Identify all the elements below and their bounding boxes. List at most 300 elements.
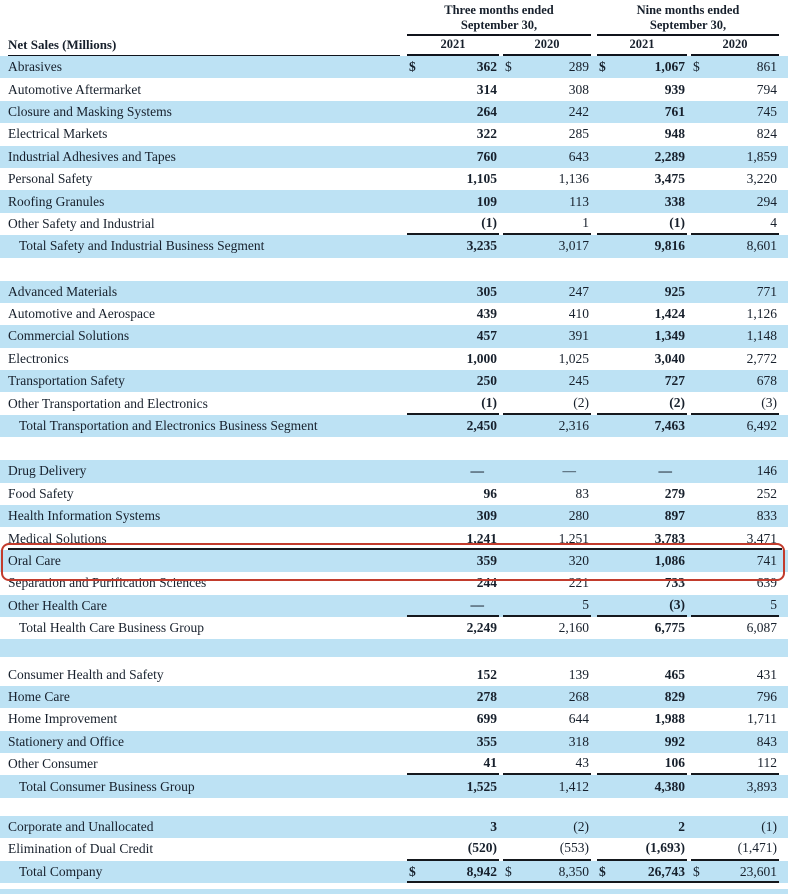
value-text: 285 [568,126,589,142]
value-text: 1,988 [654,711,685,727]
value-cell [597,168,687,190]
value-text: 1,148 [746,328,777,344]
row-label: Commercial Solutions [8,328,130,344]
value-cell [503,816,591,838]
value-cell [503,460,591,482]
row-label: Other Transportation and Electronics [8,395,208,411]
value-cell [407,168,499,190]
value-cell [503,572,591,594]
value-text: 221 [568,575,589,591]
value-cell [691,550,779,572]
row-label: Personal Safety [8,171,93,187]
value-cell [503,595,591,617]
table-row [0,731,788,753]
value-cell [503,281,591,303]
value-text: 1,000 [466,350,497,366]
value-cell [691,483,779,505]
table-row [0,392,788,414]
table-row [0,78,788,100]
value-cell [597,483,687,505]
spacer-row [0,639,788,657]
value-text: — [658,463,672,479]
value-text: 1,086 [654,553,685,568]
value-text: 4,380 [654,778,685,794]
value-text: 925 [664,283,685,299]
table-row [0,816,788,838]
value-cell [597,686,687,708]
value-text: 2 [678,818,685,834]
value-cell [503,392,591,414]
value-cell [691,527,779,549]
value-text: (3) [761,394,777,410]
table-row [0,235,788,257]
value-text: 250 [476,373,497,389]
value-cell [691,505,779,527]
value-cell [407,56,499,78]
value-cell [407,595,499,617]
total-underline [407,881,779,883]
table-row [0,348,788,370]
value-text: 465 [664,666,685,682]
value-text: 1,241 [466,530,497,546]
row-label: Electronics [8,350,69,366]
value-cell [503,325,591,347]
value-cell [407,235,499,257]
value-cell [597,101,687,123]
table-row [0,101,788,123]
value-cell [691,123,779,145]
value-cell [407,213,499,235]
table-row [0,483,788,505]
value-cell [503,168,591,190]
row-label: Total Health Care Business Group [19,620,205,636]
value-cell [691,415,779,437]
table-row [0,213,788,235]
value-cell [691,595,779,617]
value-text: 1,251 [558,530,589,546]
table-row [0,775,788,797]
value-text: 279 [664,485,685,501]
value-cell [597,527,687,549]
value-text: (1) [481,394,497,410]
value-cell [597,213,687,235]
value-cell [503,861,591,883]
row-label: Total Transportation and Electronics Business Segment [19,418,318,434]
currency-symbol: $ [693,59,700,75]
value-cell [597,617,687,639]
table-row [0,505,788,527]
value-text: 457 [476,328,497,344]
value-text: 1,424 [654,306,685,322]
value-cell [597,731,687,753]
value-cell [407,415,499,437]
value-cell [503,235,591,257]
value-text: 23,601 [739,863,777,879]
value-cell [407,617,499,639]
value-cell [407,325,499,347]
value-cell [597,663,687,685]
value-cell [503,56,591,78]
value-cell [503,415,591,437]
value-text: 1,412 [558,778,589,794]
value-cell [691,838,779,860]
value-text: 3,471 [746,530,777,546]
value-text: 3,017 [558,238,589,254]
row-label: Roofing Granules [8,193,105,209]
value-cell [691,392,779,414]
spacer-row [0,258,788,281]
row-label: Home Care [8,688,70,704]
value-cell [691,686,779,708]
value-text: 264 [476,103,497,119]
table-row [0,190,788,212]
table-row [0,303,788,325]
value-cell [503,101,591,123]
value-text: 760 [476,148,497,164]
value-cell [691,325,779,347]
row-label: Other Consumer [8,756,98,772]
value-text: 1,349 [654,328,685,344]
value-cell [503,303,591,325]
value-text: 2,772 [746,350,777,366]
table-row [0,123,788,145]
value-text: 113 [569,193,589,209]
value-cell [691,281,779,303]
row-label: Advanced Materials [8,283,118,299]
value-cell [503,617,591,639]
group-line1: Three months ended [444,3,554,17]
table-row [0,617,788,639]
value-text: 362 [476,59,497,75]
row-label: Electrical Markets [8,126,108,142]
value-text: 761 [664,103,685,119]
col-group-nine-months [597,3,779,36]
value-text: 771 [756,283,777,299]
value-text: 6,492 [746,418,777,434]
value-cell [503,123,591,145]
value-cell [597,775,687,797]
value-text: 5 [582,596,589,612]
currency-symbol: $ [409,863,416,879]
value-text: 2,289 [654,148,685,164]
value-text: 2,249 [466,620,497,636]
value-text: 439 [476,306,497,322]
table-row [0,168,788,190]
value-text: 3,040 [654,350,685,366]
value-cell [597,572,687,594]
value-text: (3) [669,596,685,612]
value-cell [407,731,499,753]
value-cell [597,753,687,775]
value-cell [597,460,687,482]
value-cell [691,370,779,392]
value-text: 106 [664,755,685,771]
value-text: 289 [568,59,589,75]
value-text: 280 [568,508,589,524]
value-text: 308 [568,81,589,97]
value-text: — [562,463,576,479]
value-cell [597,838,687,860]
value-cell [597,190,687,212]
value-cell [597,861,687,883]
value-text: 948 [664,126,685,142]
year-header-2021-q: 2021 [407,37,499,56]
value-text: 3,783 [654,530,685,546]
value-cell [407,190,499,212]
value-text: 939 [664,81,685,97]
value-cell [597,235,687,257]
value-text: 431 [756,666,777,682]
table-row [0,281,788,303]
value-text: (1) [481,214,497,230]
value-cell [691,190,779,212]
value-cell [503,213,591,235]
row-label: Medical Solutions [8,530,107,546]
row-label: Elimination of Dual Credit [8,841,154,857]
value-text: 699 [476,711,497,727]
row-label: Consumer Health and Safety [8,666,164,682]
row-label: Oral Care [8,553,61,568]
value-text: 146 [756,463,777,479]
table-row [0,460,788,482]
value-text: — [470,463,484,479]
value-text: 829 [664,688,685,704]
value-text: 9,816 [654,238,685,254]
value-text: 2,316 [558,418,589,434]
value-cell [407,505,499,527]
table-body [0,56,788,894]
value-cell [597,325,687,347]
value-cell [597,816,687,838]
value-text: 152 [476,666,497,682]
value-cell [407,550,499,572]
value-cell [407,527,499,549]
value-text: 305 [476,283,497,299]
value-cell [503,146,591,168]
value-cell [691,235,779,257]
value-text: 8,942 [466,863,497,879]
row-label: Transportation Safety [8,373,125,389]
table-row [0,370,788,392]
year-header-2020-ytd: 2020 [691,37,779,56]
row-label: Total Consumer Business Group [19,778,195,794]
net-sales-label: Net Sales (Millions) [8,37,117,52]
table-row [0,753,788,775]
col-group-three-months [407,3,591,36]
value-text: 139 [568,666,589,682]
value-text: (1) [669,214,685,230]
value-cell [597,78,687,100]
currency-symbol: $ [409,59,416,75]
value-cell [407,816,499,838]
value-cell [597,708,687,730]
net-sales-column-header [8,0,400,57]
value-text: 745 [756,103,777,119]
value-cell [691,775,779,797]
value-cell [407,303,499,325]
value-text: — [470,596,484,612]
value-text: 992 [664,733,685,749]
value-text: 1,525 [466,778,497,794]
value-text: 897 [664,508,685,524]
value-text: 278 [476,688,497,704]
value-text: 727 [664,373,685,389]
row-label: Health Information Systems [8,508,161,524]
value-cell [691,708,779,730]
row-label: Drug Delivery [8,463,87,479]
value-text: 242 [568,103,589,119]
value-cell [691,348,779,370]
value-cell [597,415,687,437]
value-text: 639 [756,575,777,591]
value-text: 41 [483,755,497,771]
value-cell [597,550,687,572]
value-text: (2) [669,394,685,410]
value-text: 294 [756,193,777,209]
value-text: 391 [568,328,589,344]
table-row [0,550,788,572]
value-cell [597,348,687,370]
value-text: 96 [483,485,497,501]
row-label: Other Safety and Industrial [8,215,155,231]
value-text: 733 [664,575,685,591]
spacer-row [0,437,788,460]
value-text: 7,463 [654,418,685,434]
value-cell [597,281,687,303]
row-label: Food Safety [8,485,74,501]
value-cell [597,595,687,617]
value-text: 322 [476,126,497,142]
value-text: 1,136 [558,171,589,187]
row-label: Separation and Purification Sciences [8,575,207,591]
row-label: Abrasives [8,59,62,75]
value-text: 3 [490,818,497,834]
value-text: (553) [559,840,589,856]
value-text: 244 [476,575,497,591]
table-row [0,325,788,347]
value-cell [503,483,591,505]
value-cell [691,78,779,100]
value-text: 26,743 [647,863,685,879]
table-row [0,838,788,860]
value-text: 3,235 [466,238,497,254]
value-text: 3,220 [746,171,777,187]
value-text: (1) [761,818,777,834]
table-row [0,146,788,168]
row-label: Corporate and Unallocated [8,818,154,834]
table-row [0,663,788,685]
year-header-2020-q: 2020 [503,37,591,56]
row-label: Automotive and Aerospace [8,306,155,322]
table-row [0,415,788,437]
value-cell [503,370,591,392]
value-cell [503,686,591,708]
currency-symbol: $ [599,863,606,879]
value-cell [407,663,499,685]
value-cell [503,505,591,527]
value-cell [691,213,779,235]
value-cell [503,838,591,860]
group-line1: Nine months ended [636,3,740,17]
value-text: 861 [756,59,777,75]
value-cell [407,460,499,482]
value-text: 318 [568,733,589,749]
value-cell [691,861,779,883]
value-text: 1,067 [654,59,685,75]
value-cell [503,708,591,730]
value-cell [407,101,499,123]
currency-symbol: $ [505,59,512,75]
value-text: 794 [756,81,777,97]
value-cell [407,392,499,414]
value-text: 320 [568,553,589,568]
value-cell [597,123,687,145]
value-text: (520) [467,840,497,856]
value-text: 843 [756,733,777,749]
value-text: 643 [568,148,589,164]
value-cell [597,505,687,527]
row-label: Total Company [19,863,103,879]
value-cell [503,775,591,797]
currency-symbol: $ [505,863,512,879]
group-line2: September 30, [460,17,538,32]
value-text: (1,471) [737,840,777,856]
value-cell [691,101,779,123]
value-text: 410 [568,306,589,322]
spacer-row [0,889,788,894]
table-row [0,572,788,594]
value-text: 644 [568,711,589,727]
value-cell [691,663,779,685]
value-text: 8,350 [558,863,589,879]
value-cell [407,348,499,370]
value-cell [691,303,779,325]
value-text: 359 [476,553,497,568]
value-text: 8,601 [746,238,777,254]
row-label: Closure and Masking Systems [8,103,172,119]
table-row [0,708,788,730]
value-text: 112 [757,755,777,771]
row-label: Total Safety and Industrial Business Segment [19,238,265,254]
value-cell [503,550,591,572]
table-header [0,0,788,56]
value-text: 2,160 [558,620,589,636]
value-cell [691,56,779,78]
group-line2: September 30, [649,17,727,32]
value-cell [691,572,779,594]
value-text: 1 [582,214,589,230]
value-text: (2) [573,394,589,410]
value-text: 1,126 [746,306,777,322]
value-text: 678 [756,373,777,389]
value-cell [597,370,687,392]
row-label: Stationery and Office [8,733,124,749]
value-cell [691,731,779,753]
value-cell [407,838,499,860]
value-cell [407,483,499,505]
value-cell [597,303,687,325]
value-cell [407,146,499,168]
value-cell [597,146,687,168]
value-text: 109 [476,193,497,209]
value-cell [597,392,687,414]
currency-symbol: $ [693,863,700,879]
value-text: 3,475 [654,171,685,187]
table-row [0,686,788,708]
table-row [0,861,788,883]
value-cell [407,123,499,145]
value-cell [597,56,687,78]
